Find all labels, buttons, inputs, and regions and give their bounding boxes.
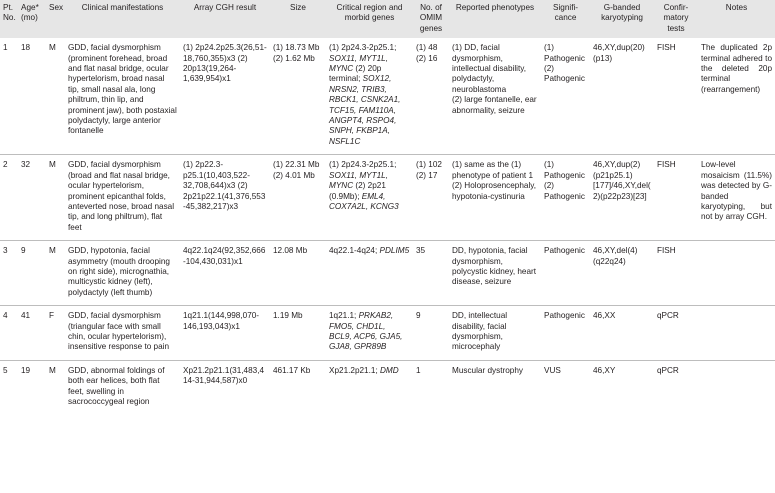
cell-array-cgh-result: Xp21.2p21.1(31,483,414-31,944,587)x0 <box>183 365 265 386</box>
cell-notes <box>698 241 775 306</box>
cell-array-cgh-result: (1) 2p22.3-p25.1(10,403,522-32,708,644)x3 (2) 2p21p22.1(41,376,553-45,382,217)x3 <box>180 155 270 241</box>
morbid-genes: SOX11, MYT1L, MYNC <box>329 53 389 74</box>
cell-array-cgh-result: (1) 2p24.2p25.3(26,51-18,760,355)x3 (2) 20p13(19,264-1,639,954)x1 <box>180 38 270 155</box>
cell-reported-phenotypes <box>449 360 541 414</box>
cell-notes <box>698 360 775 414</box>
header-omim: No. of OMIM genes <box>413 0 449 38</box>
cell-omim-genes <box>413 38 449 155</box>
cell-reported-phenotypes <box>449 241 541 306</box>
cell-clinical-manifestations: GDD, hypotonia, facial asymmetry (mouth drooping on right side), micrognathia, multicystic kidney (left), polydactyly (left thumb) <box>65 241 180 306</box>
cell-significance <box>541 241 590 306</box>
cell-size-line: 12.08 Mb <box>273 246 308 256</box>
morbid-genes: EML4, COX7A2L, KCNG3 <box>329 191 399 211</box>
cell-omim-genes <box>413 155 449 241</box>
cell-significance-line: (2) Pathogenic <box>544 64 585 84</box>
header-confirmatory: Confir- matory tests <box>654 0 698 38</box>
cell-omim-genes-line: 9 <box>416 311 421 321</box>
critical-region-label: 1q21.1; <box>329 311 359 321</box>
cell-sex: M <box>46 241 65 306</box>
header-notes: Notes <box>698 0 775 38</box>
header-significance: Signifi- cance <box>541 0 590 38</box>
cell-sex: M <box>46 155 65 241</box>
cell-reported-phenotypes-line: Muscular dystrophy <box>452 365 523 375</box>
header-row <box>0 0 775 38</box>
cell-age: 18 <box>18 38 46 155</box>
cell-age: 9 <box>18 241 46 306</box>
cell-clinical-manifestations: GDD, facial dysmorphism (triangular face with small chin, ocular hypertelorism), insensitive response to pain <box>65 306 180 361</box>
cell-omim-genes-line: 35 <box>416 246 426 256</box>
cell-confirmatory-tests: FISH <box>654 241 698 306</box>
cell-notes: The duplicated 2p terminal adhered to the deleted 20p terminal (rearrangement) <box>698 38 775 155</box>
cell-clinical-manifestations: GDD, abnormal foldings of both ear helices, both flat feet, swelling in sacrococcygeal region <box>68 365 165 406</box>
cell-array-cgh-result: 4q22.1q24(92,352,666-104,430,031)x1 <box>180 241 270 306</box>
critical-region-label: Xp21.2p21.1; <box>329 365 380 375</box>
cell-size-line: 461.17 Kb <box>273 365 311 375</box>
table-row <box>0 360 775 414</box>
cell-omim-genes-line: (2) 16 <box>416 53 438 63</box>
table-body <box>0 38 775 414</box>
table-row <box>0 155 775 241</box>
cell-confirmatory-tests: qPCR <box>657 365 679 375</box>
cell-significance-line: Pathogenic <box>544 311 585 321</box>
cell-omim-genes-line: (2) 17 <box>416 170 438 180</box>
cell-age: 41 <box>18 306 46 361</box>
cell-critical-region <box>326 360 413 414</box>
cell-reported-phenotypes <box>449 155 541 241</box>
critical-region-label: (1) 2p24.3-2p25.1; <box>329 160 397 170</box>
table-row <box>0 306 775 361</box>
cell-confirmatory-tests: FISH <box>654 38 698 155</box>
cell-sex: M <box>46 38 65 155</box>
cell-reported-phenotypes-line: DD, intellectual disability, facial dysmorphism, microcephaly <box>452 311 508 352</box>
critical-region-label: (2) 2p21 (0.9Mb); <box>329 181 386 201</box>
cell-size-line: (2) 4.01 Mb <box>273 170 315 180</box>
cell-pt-no: 2 <box>0 155 18 241</box>
cell-sex: M <box>49 365 56 375</box>
cell-clinical-manifestations: GDD, facial dysmorphism (broad and flat nasal bridge, ocular hypertelorism, prominent epicanthal folds, anteverted nose, broad nasal tip, and long philtrum), flat feet <box>65 155 180 241</box>
header-phenotypes: Reported phenotypes <box>449 0 541 38</box>
cell-pt-no: 4 <box>0 306 18 361</box>
cell-reported-phenotypes-line: (2) large fontanelle, ear abnormality, seizure <box>452 95 537 115</box>
table-row <box>0 38 775 155</box>
header-age: Age* (mo) <box>18 0 46 38</box>
header-sex: Sex <box>46 0 65 38</box>
cell-significance <box>541 38 590 155</box>
cell-reported-phenotypes-line: (2) Holoprosencephaly, hypotonia-cystinuria <box>452 181 537 201</box>
cell-size-line: (1) 18.73 Mb <box>273 43 320 53</box>
cell-age: 32 <box>18 155 46 241</box>
cell-omim-genes <box>413 306 449 361</box>
cell-pt-no: 3 <box>0 241 18 306</box>
cell-array-cgh-result: 1q21.1(144,998,070-146,193,043)x1 <box>180 306 270 361</box>
cell-size <box>270 155 326 241</box>
cell-clinical-manifestations: GDD, facial dysmorphism (prominent forehead, broad and flat nasal bridge, ocular hypertelorism, broad nasal tip, small nasal ala, long philtrum, thin lip, and prominent jaw), both postaxial polydactyly, large anterior fontanelle <box>65 38 180 155</box>
cell-critical-region <box>326 241 413 306</box>
cell-size <box>270 241 326 306</box>
cell-notes <box>698 306 775 361</box>
cell-size-line: 1.19 Mb <box>273 311 303 321</box>
cell-size <box>270 38 326 155</box>
cell-omim-genes <box>413 241 449 306</box>
cell-critical-region <box>326 155 413 241</box>
cell-significance-line: (1) Pathogenic <box>544 43 585 63</box>
cell-size <box>270 360 326 414</box>
cell-size-line: (2) 1.62 Mb <box>273 53 315 63</box>
morbid-genes: DMD <box>380 365 399 375</box>
cell-karyotyping: 46,XY,dup(20)(p13) <box>590 38 654 155</box>
cell-significance-line: Pathogenic <box>544 246 585 256</box>
cell-confirmatory-tests: qPCR <box>654 306 698 361</box>
cell-karyotyping: 46,XY,del(4)(q22q24) <box>590 241 654 306</box>
cell-karyotyping: 46,XY <box>593 365 616 375</box>
cell-omim-genes <box>413 360 449 414</box>
cell-critical-region <box>326 306 413 361</box>
cell-reported-phenotypes <box>449 38 541 155</box>
cell-notes: Low-level mosaicism (11.5%) was detected by G-banded karyotyping, but not by array CGH. <box>698 155 775 241</box>
morbid-genes: PRKAB2, FMO5, CHD1L, BCL9, ACP6, GJA5, GJA8, GPR89B <box>329 311 403 352</box>
critical-region-label: (2) 20p terminal; <box>329 64 382 84</box>
critical-region-label: 4q22.1-4q24; <box>329 246 380 256</box>
cell-pt-no: 5 <box>3 365 8 375</box>
cell-significance-line: (2) Pathogenic <box>544 181 585 201</box>
cell-pt-no: 1 <box>0 38 18 155</box>
header-size: Size <box>270 0 326 38</box>
header-cgh: Array CGH result <box>180 0 270 38</box>
cell-reported-phenotypes-line: (1) same as the (1) phenotype of patient 1 <box>452 160 534 180</box>
morbid-genes: SOX12, NRSN2, TRIB3, RBCK1, CSNK2A1, TCF15, FAM110A, ANGPT4, RSPO4, SNPH, FKBP1A, NSFL1C <box>329 74 401 146</box>
cell-sex: F <box>46 306 65 361</box>
cell-reported-phenotypes <box>449 306 541 361</box>
table-header <box>0 0 775 38</box>
cell-size <box>270 306 326 361</box>
cell-omim-genes-line: (1) 48 <box>416 43 438 53</box>
cell-significance <box>541 155 590 241</box>
cell-significance <box>541 306 590 361</box>
cell-reported-phenotypes-line: (1) DD, facial dysmorphism, intellectual disability, polydactyly, neuroblastoma <box>452 43 527 94</box>
morbid-genes: PDLIM5 <box>379 246 410 256</box>
header-pt-no: Pt. No. <box>0 0 18 38</box>
cell-confirmatory-tests: FISH <box>654 155 698 241</box>
cell-significance <box>541 360 590 414</box>
critical-region-label: (1) 2p24.3-2p25.1; <box>329 43 397 53</box>
header-karyotyping: G-banded karyotyping <box>590 0 654 38</box>
cell-significance-line: (1) Pathogenic <box>544 160 585 180</box>
cell-reported-phenotypes-line: DD, hypotonia, facial dysmorphism, polycystic kidney, heart disease, seizure <box>452 246 537 287</box>
cell-age: 19 <box>21 365 31 375</box>
cell-significance-line: VUS <box>544 365 561 375</box>
cell-karyotyping: 46,XX <box>590 306 654 361</box>
cell-omim-genes-line: 1 <box>416 365 421 375</box>
header-clinical: Clinical manifestations <box>65 0 180 38</box>
morbid-genes: SOX11, MYT1L, MYNC <box>329 170 389 191</box>
header-critical: Critical region and morbid genes <box>326 0 413 38</box>
cell-omim-genes-line: (1) 102 <box>416 160 442 170</box>
table-row <box>0 241 775 306</box>
cell-karyotyping: 46,XY,dup(2)(p21p25.1)[177]/46,XY,del(2)(p22p23)[23] <box>590 155 654 241</box>
cell-critical-region <box>326 38 413 155</box>
cell-size-line: (1) 22.31 Mb <box>273 160 320 170</box>
